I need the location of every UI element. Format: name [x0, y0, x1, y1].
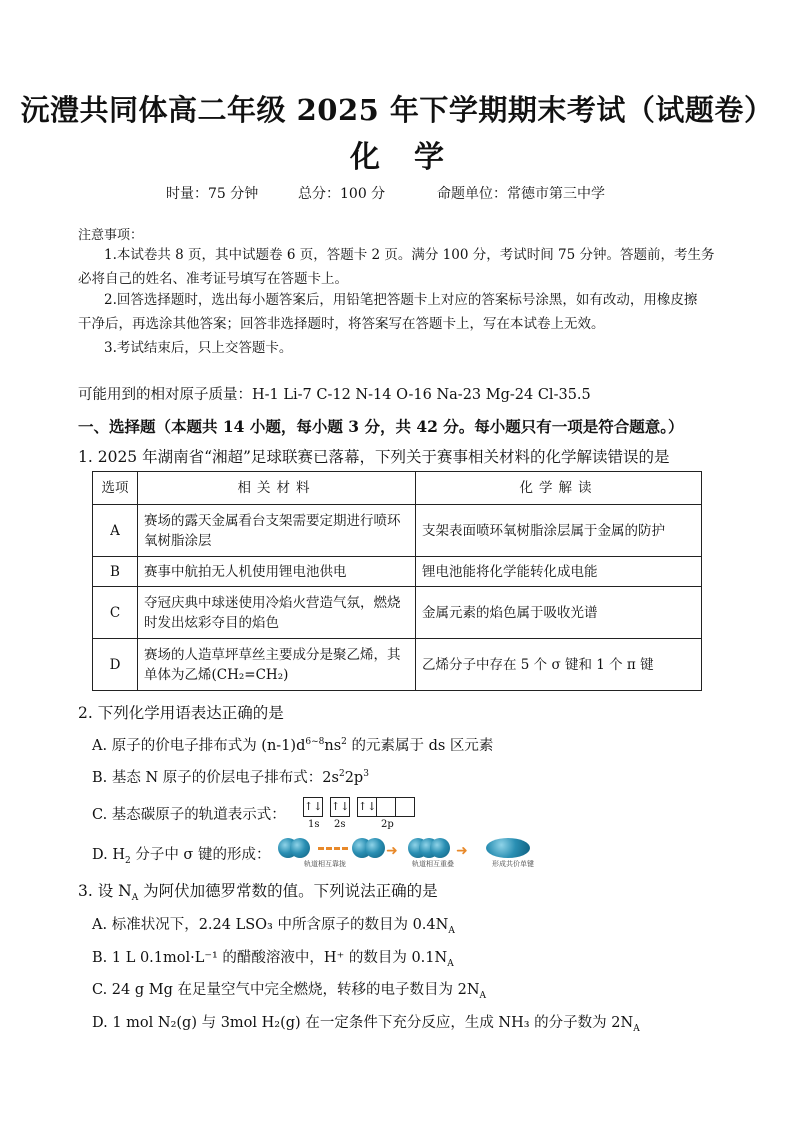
option-text: A. 原子的价电子排布式为 (n-1)d — [92, 738, 306, 754]
question-3-option-a — [92, 913, 455, 934]
notice-item-3: 3.考试结束后，只上交答题卡。 — [104, 340, 293, 356]
row-material: 赛场的人造草坪草丝主要成分是聚乙烯，其单体为乙烯(CH₂=CH₂) — [138, 639, 416, 691]
diagram-caption: 轨道相互重叠 — [412, 860, 454, 868]
row-label: B — [93, 557, 138, 587]
row-reading: 锂电池能将化学能转化成电能 — [416, 557, 702, 587]
notice-heading: 注意事项： — [78, 228, 144, 243]
diagram-caption: 轨道相互靠拢 — [304, 860, 346, 868]
subject-title: 化学 — [350, 140, 478, 175]
question-3-option-b — [92, 946, 454, 967]
subscript: A — [448, 925, 455, 936]
option-text: A. 标准状况下，2.24 LSO₃ 中所含原子的数目为 0.4N — [92, 917, 449, 933]
row-reading: 金属元素的焰色属于吸收光谱 — [416, 587, 702, 639]
table-row — [93, 639, 702, 691]
row-material: 赛事中航拍无人机使用锂电池供电 — [138, 557, 416, 587]
row-material: 夺冠庆典中球迷使用冷焰火营造气氛，燃烧时发出炫彩夺目的焰色 — [138, 587, 416, 639]
dashed-arrow-icon — [318, 847, 348, 850]
question-1-stem: 1. 2025 年湖南省“湘超”足球联赛已落幕，下列关于赛事相关材料的化学解读错误的是 — [78, 448, 670, 466]
section-heading: 一、选择题（本题共 14 小题，每小题 3 分，共 42 分。每小题只有一项是符合题意。） — [78, 417, 684, 436]
subscript: A — [479, 990, 487, 1001]
option-text: B. 基态 N 原子的价层电子排布式：2s — [92, 770, 339, 786]
row-label: D — [93, 639, 138, 691]
question-2-option-d — [92, 843, 270, 864]
orbital-diagram — [303, 797, 443, 831]
orbital-sphere-icon — [430, 838, 450, 858]
notice-item-2-cont: 干净后，再选涂其他答案；回答非选择题时，将答案写在答题卡上，写在本试卷上无效。 — [78, 316, 605, 332]
question-3-option-c — [92, 978, 486, 999]
question-2-option-a — [92, 734, 493, 755]
superscript: 2 — [341, 737, 347, 748]
question-3-stem — [78, 879, 438, 904]
notice-item-1-cont: 必将自己的姓名、准考证号填写在答题卡上。 — [78, 271, 348, 287]
question-1-table — [92, 471, 702, 691]
sigma-bond-diagram — [274, 834, 544, 868]
option-text: D. H — [92, 847, 125, 863]
notice-item-2: 2.回答选择题时，选出每小题答案后，用铅笔把答题卡上对应的答案标号涂黑，如有改动，用橡皮擦 — [104, 292, 698, 308]
subscript: A — [633, 1023, 640, 1034]
diagram-caption: 形成共价单键 — [492, 860, 534, 868]
atomic-masses: 可能用到的相对原子质量：H-1 Li-7 C-12 N-14 O-16 Na-23 Mg-24 Cl-35.5 — [78, 387, 591, 403]
option-text: D. 1 mol N₂(g) 与 3mol H₂(g) 在一定条件下充分反应，生成 NH₃ 的分子数为 2N — [92, 1015, 634, 1031]
stem-text: 为阿伏加德罗常数的值。下列说法正确的是 — [138, 882, 438, 900]
subscript: 2 — [124, 855, 131, 866]
exam-setter: 命题单位：常德市第三中学 — [437, 186, 605, 202]
question-2-stem: 2. 下列化学用语表达正确的是 — [78, 704, 284, 722]
orbital-label: 2s — [334, 819, 346, 830]
table-row — [93, 505, 702, 557]
table-row — [93, 587, 702, 639]
stem-text: 3. 设 N — [78, 882, 132, 900]
exam-title: 沅澧共同体高二年级 2025 年下学期期末考试（试题卷） — [20, 93, 774, 127]
row-label: C — [93, 587, 138, 639]
notice-item-1: 1.本试卷共 8 页，其中试题卷 6 页，答题卡 2 页。满分 100 分，考试时间 75 分钟。答题前，考生务 — [104, 247, 715, 263]
bonded-orbital-icon — [486, 838, 530, 858]
option-text: C. 基态碳原子的轨道表示式： — [92, 807, 286, 823]
superscript: 6~8 — [305, 737, 325, 748]
orbital-2p-2 — [376, 797, 396, 817]
option-text: ns — [324, 738, 342, 754]
arrow-right-icon: ➜ — [386, 843, 398, 859]
exam-duration: 时量：75 分钟 — [166, 186, 259, 202]
orbital-label: 2p — [381, 819, 394, 830]
option-text: 2p — [344, 770, 364, 786]
row-reading: 支架表面喷环氧树脂涂层属于金属的防护 — [416, 505, 702, 557]
row-label: A — [93, 505, 138, 557]
row-material: 赛场的露天金属看台支架需要定期进行喷环氧树脂涂层 — [138, 505, 416, 557]
option-text: C. 24 g Mg 在足量空气中完全燃烧，转移的电子数目为 2N — [92, 982, 480, 998]
col-material: 相关材料 — [138, 472, 416, 505]
question-2-option-b — [92, 766, 369, 787]
subscript: A — [131, 893, 139, 904]
question-3-option-d — [92, 1011, 640, 1032]
row-reading: 乙烯分子中存在 5 个 σ 键和 1 个 π 键 — [416, 639, 702, 691]
superscript: 2 — [338, 769, 345, 780]
table-row — [93, 557, 702, 587]
orbital-2p-3 — [395, 797, 415, 817]
option-text: 分子中 σ 键的形成： — [130, 847, 271, 863]
superscript: 3 — [363, 769, 369, 780]
col-reading: 化学解读 — [416, 472, 702, 505]
orbital-sphere-icon — [290, 838, 310, 858]
option-text: B. 1 L 0.1mol·L⁻¹ 的醋酸溶液中，H⁺ 的数目为 0.1N — [92, 950, 448, 966]
col-option: 选项 — [93, 472, 138, 505]
orbital-1s: ↑↓ — [303, 797, 323, 817]
orbital-2s: ↑↓ — [330, 797, 350, 817]
subscript: A — [447, 958, 454, 969]
table-header-row — [93, 472, 702, 505]
exam-total-score: 总分：100 分 — [298, 186, 386, 202]
orbital-2p-1: ↑↓ — [357, 797, 377, 817]
option-text: 的元素属于 ds 区元素 — [346, 738, 494, 754]
orbital-label: 1s — [308, 819, 320, 830]
question-2-option-c — [92, 803, 286, 824]
arrow-right-icon: ➜ — [456, 843, 468, 859]
orbital-sphere-icon — [365, 838, 385, 858]
